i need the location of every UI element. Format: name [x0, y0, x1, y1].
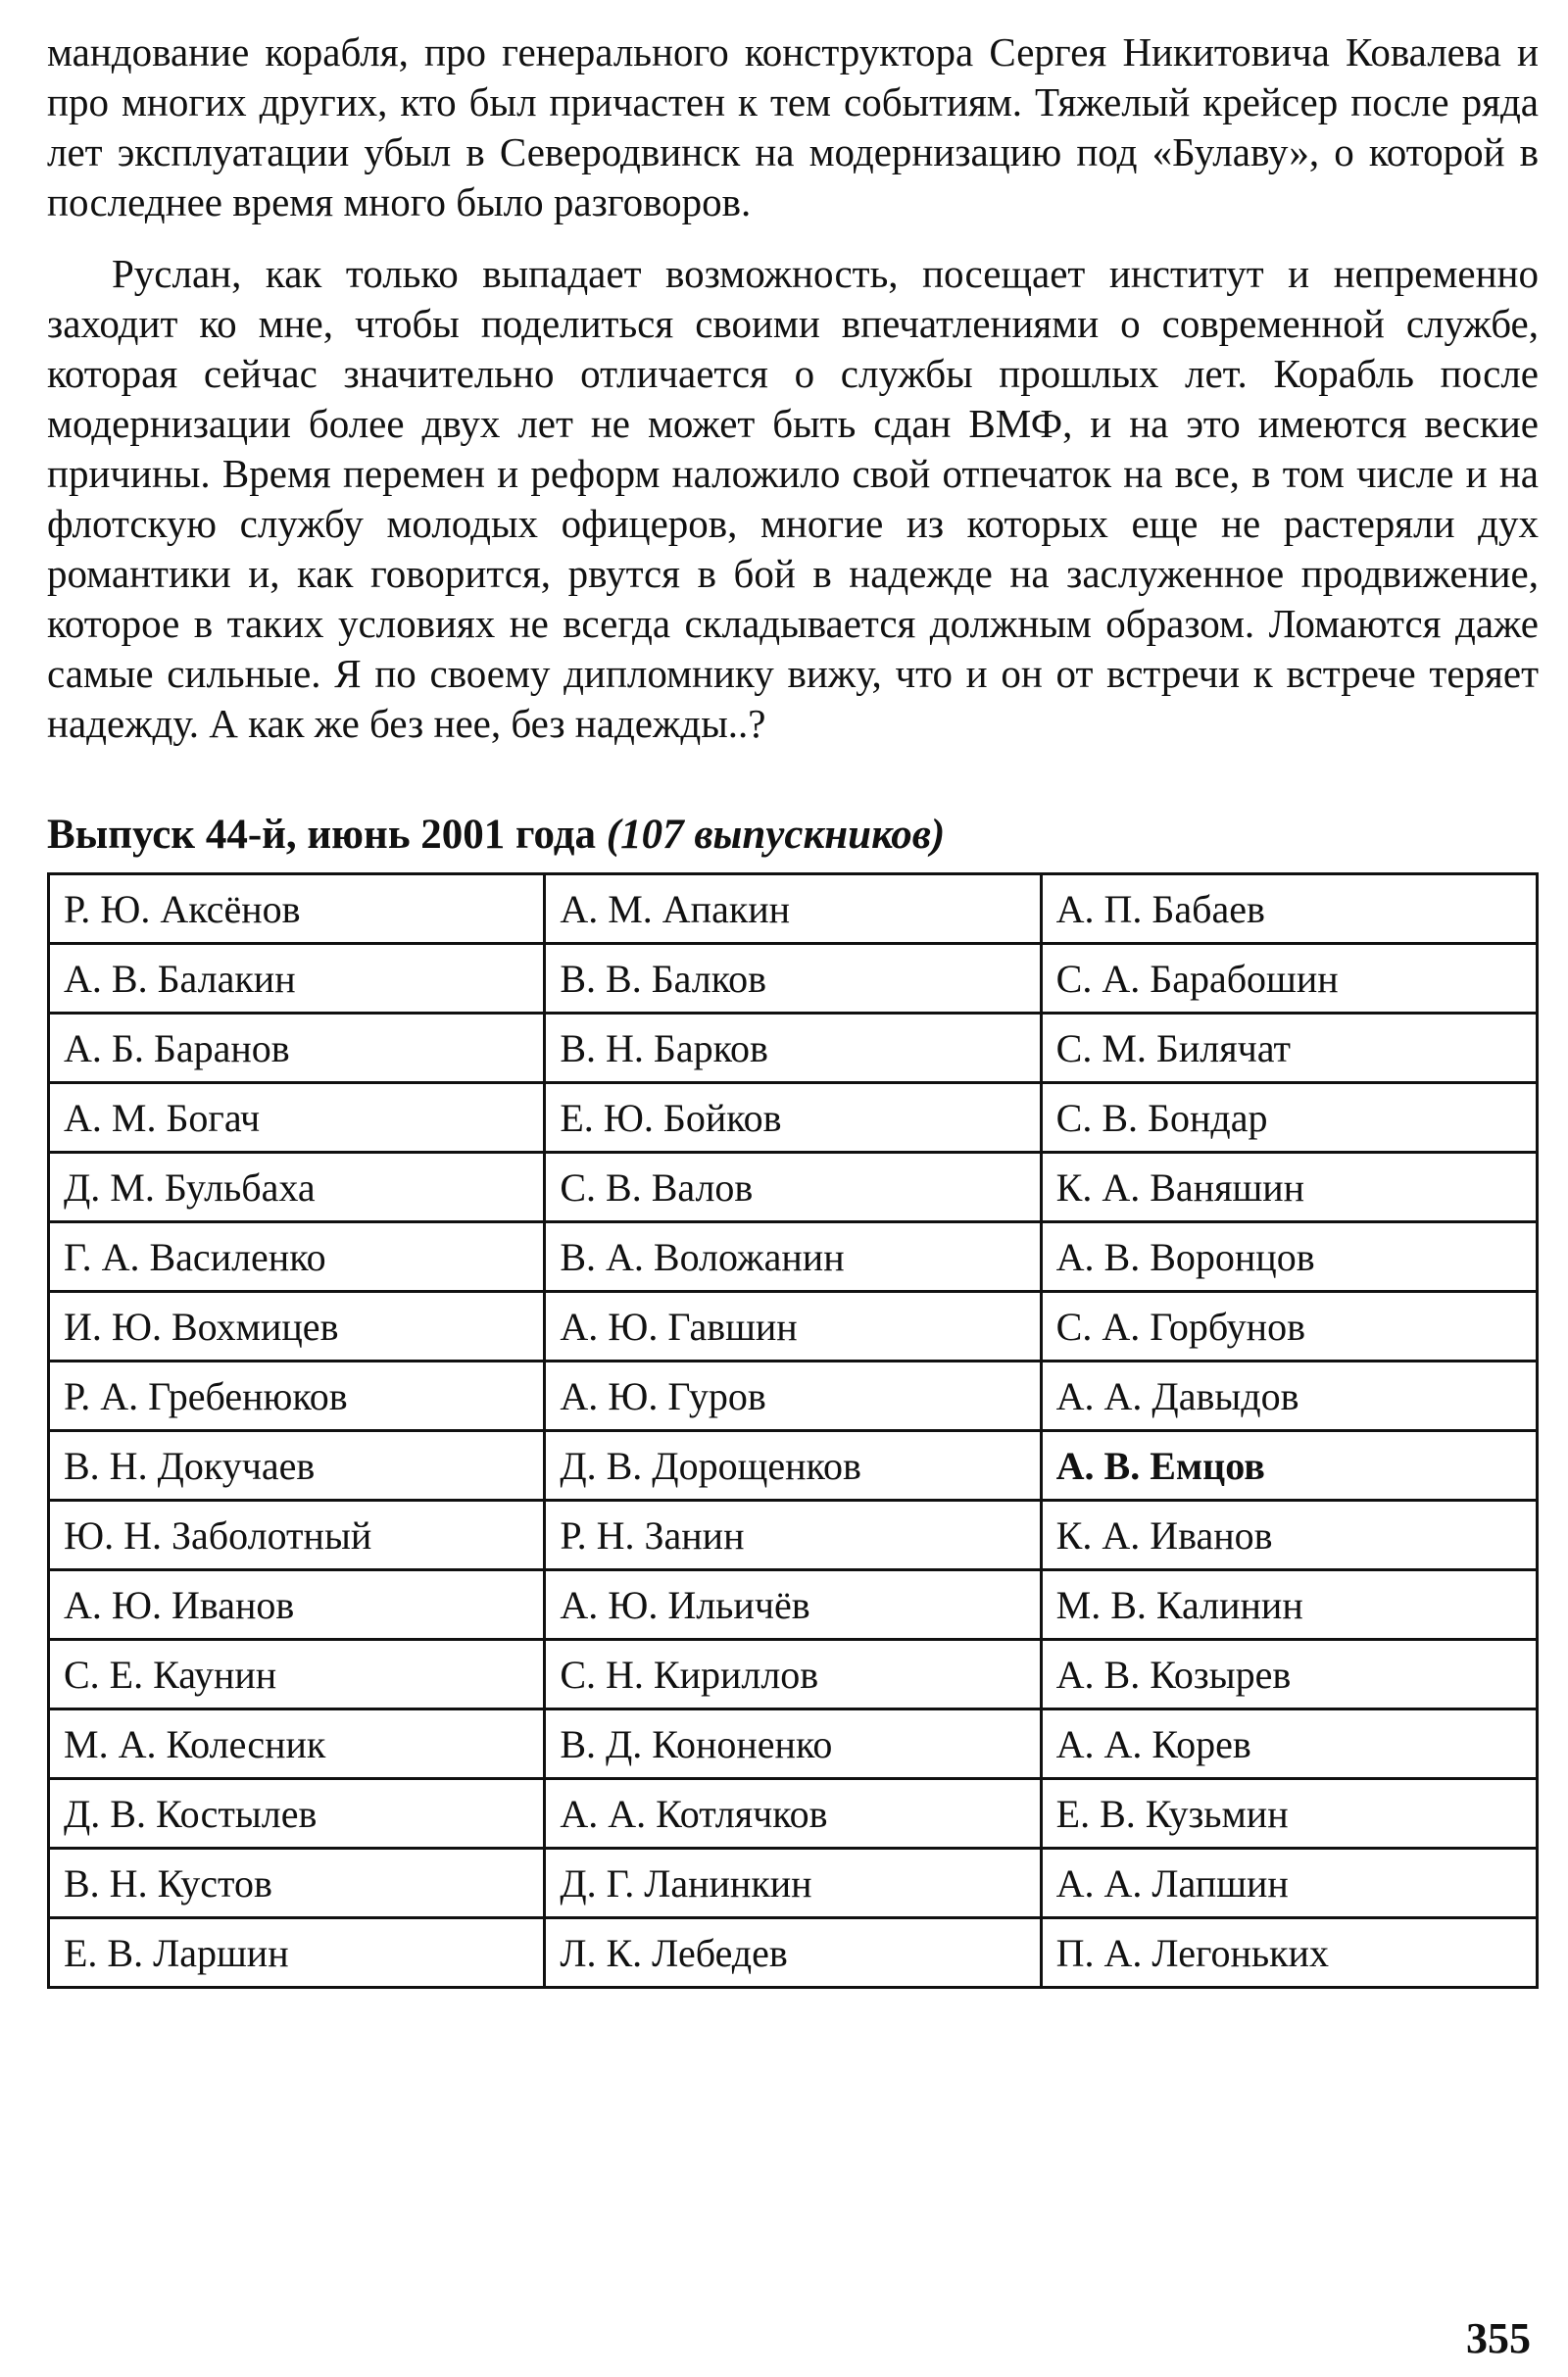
- table-row: [49, 874, 1538, 944]
- graduate-name: Р. А. Гребенюков: [49, 1362, 545, 1431]
- graduate-name: С. В. Бондар: [1041, 1083, 1537, 1153]
- table-row: [49, 1918, 1538, 1988]
- graduate-name: А. А. Корев: [1041, 1709, 1537, 1779]
- graduate-name: С. Е. Каунин: [49, 1640, 545, 1709]
- graduate-name: С. А. Барабошин: [1041, 944, 1537, 1014]
- table-row: [49, 1083, 1538, 1153]
- table-row: [49, 1501, 1538, 1570]
- table-row: [49, 1222, 1538, 1292]
- graduate-name: А. П. Бабаев: [1041, 874, 1537, 944]
- graduate-name: А. Ю. Гавшин: [545, 1292, 1041, 1362]
- graduate-name: В. В. Балков: [545, 944, 1041, 1014]
- graduate-name: Д. В. Костылев: [49, 1779, 545, 1849]
- section-heading: [47, 810, 1539, 861]
- graduate-name: А. А. Котлячков: [545, 1779, 1041, 1849]
- table-row: [49, 1849, 1538, 1918]
- graduate-name: Д. М. Бульбаха: [49, 1153, 545, 1222]
- table-row: [49, 1709, 1538, 1779]
- graduate-name: Л. К. Лебедев: [545, 1918, 1041, 1988]
- graduate-name: А. Ю. Гуров: [545, 1362, 1041, 1431]
- graduate-name: Е. Ю. Бойков: [545, 1083, 1041, 1153]
- table-row: [49, 1362, 1538, 1431]
- graduate-name: Г. А. Василенко: [49, 1222, 545, 1292]
- table-row: [49, 1292, 1538, 1362]
- graduate-name: И. Ю. Вохмицев: [49, 1292, 545, 1362]
- graduate-name: Д. В. Дорощенков: [545, 1431, 1041, 1501]
- graduate-name: А. В. Емцов: [1041, 1431, 1537, 1501]
- graduate-name: В. Д. Кононенко: [545, 1709, 1041, 1779]
- table-row: [49, 1153, 1538, 1222]
- graduate-name: Р. Н. Занин: [545, 1501, 1041, 1570]
- graduate-name: А. В. Воронцов: [1041, 1222, 1537, 1292]
- graduate-name: С. В. Валов: [545, 1153, 1041, 1222]
- graduate-name: А. М. Богач: [49, 1083, 545, 1153]
- graduate-name: К. А. Иванов: [1041, 1501, 1537, 1570]
- table-row: [49, 1431, 1538, 1501]
- page: [47, 27, 1539, 1989]
- graduates-table: [47, 872, 1539, 1989]
- graduate-name: А. А. Давыдов: [1041, 1362, 1537, 1431]
- graduate-name: М. А. Колесник: [49, 1709, 545, 1779]
- graduate-name: А. В. Балакин: [49, 944, 545, 1014]
- paragraph-1: мандование корабля, про генерального конструктора Сергея Никитовича Ковалева и про многих других, кто был причастен к тем событиям. Тяжелый крейсер после ряда лет эксплуатации убыл в Северодвинск на модернизацию под «Булаву», о которой в последнее время много было разговоров.: [47, 29, 1539, 224]
- graduate-name: А. М. Апакин: [545, 874, 1041, 944]
- table-row: [49, 1014, 1538, 1083]
- table-row: [49, 1779, 1538, 1849]
- paragraph-2: Руслан, как только выпадает возможность, посещает институт и непременно заходит ко мне, чтобы поделиться своими впечатлениями о современной службе, которая сейчас значительно отличается о службы прошлых лет. Корабль после модернизации более двух лет не может быть сдан ВМФ, и на это имеются веские причины. Время перемен и реформ наложило свой отпечаток на все, в том числе и на флотскую службу молодых офицеров, многие из которых еще не растеряли дух романтики и, как говорится, рвутся в бой в надежде на заслуженное продвижение, которое в таких условиях не всегда складывается должным образом. Ломаются даже самые сильные. Я по своему дипломнику вижу, что и он от встречи к встрече теряет надежду. А как же без нее, без надежды..?: [47, 251, 1539, 746]
- graduate-name: С. А. Горбунов: [1041, 1292, 1537, 1362]
- graduate-name: С. М. Билячат: [1041, 1014, 1537, 1083]
- graduate-name: А. А. Лапшин: [1041, 1849, 1537, 1918]
- section-title: Выпуск 44-й, июнь 2001 года: [47, 812, 597, 858]
- graduate-name: М. В. Калинин: [1041, 1570, 1537, 1640]
- graduate-name: В. Н. Кустов: [49, 1849, 545, 1918]
- graduate-name: В. Н. Барков: [545, 1014, 1041, 1083]
- graduate-name: Ю. Н. Заболотный: [49, 1501, 545, 1570]
- graduate-name: Е. В. Ларшин: [49, 1918, 545, 1988]
- graduate-name: Е. В. Кузьмин: [1041, 1779, 1537, 1849]
- graduate-name: А. Ю. Иванов: [49, 1570, 545, 1640]
- graduate-name: В. Н. Докучаев: [49, 1431, 545, 1501]
- graduate-name: А. В. Козырев: [1041, 1640, 1537, 1709]
- graduate-name: В. А. Воложанин: [545, 1222, 1041, 1292]
- graduate-name: П. А. Легоньких: [1041, 1918, 1537, 1988]
- graduate-name: К. А. Ваняшин: [1041, 1153, 1537, 1222]
- graduate-count: (107 выпускников): [606, 812, 946, 858]
- graduate-name: А. Ю. Ильичёв: [545, 1570, 1041, 1640]
- graduate-name: А. Б. Баранов: [49, 1014, 545, 1083]
- table-row: [49, 944, 1538, 1014]
- table-row: [49, 1570, 1538, 1640]
- graduate-name: С. Н. Кириллов: [545, 1640, 1041, 1709]
- graduate-name: Д. Г. Ланинкин: [545, 1849, 1041, 1918]
- table-row: [49, 1640, 1538, 1709]
- page-number: 355: [1466, 2314, 1531, 2362]
- graduate-name: Р. Ю. Аксёнов: [49, 874, 545, 944]
